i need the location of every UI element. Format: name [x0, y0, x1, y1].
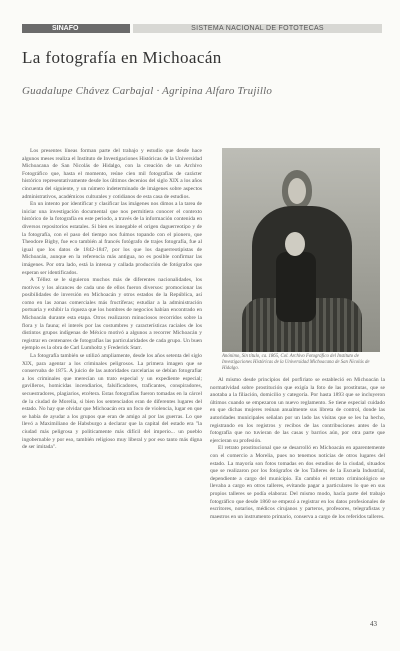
- paragraph: A Téllez se le siguieron muchos más de diferentes nacionalidades, los motivos y los alcances de cada uno de ellos fueron diversos: promocionar las posibilidades de inversión en Michoacán y otros estados de la República, así como en las zonas comerciales más fructíferas; estudiar a la administración portuaria y exhibir la riqueza que los hombres de negocios habían encontrado en Michoacán durante esta etapa. Otros realizaron minuciosos recorridos sobre la flora y la fauna; el interés por las costumbres y características raciales de los distintos grupos indígenas de México motivó a algunos a recorrer Michoacán y registrar en centenares de fotografías las particularidades de cada grupo. Un buen ejemplo es la obra de Carl Lumholtz y Frederick Starr.: [22, 277, 202, 352]
- paragraph: La fotografía también se utilizó ampliamente, desde los años setenta del siglo XIX, para agentar a los criminales peligrosos. La primera imagen que se conservaba de 1875. A juicio de las autoridades carcelarias se debían fotografiar a los criminales que merecían un trato especial y un expediente especial; gavilleros, homicidas incendiarios, falsificadores, traficantes, conspiradores, secuestradores, plagiarios, etcétera. Estas fotografías fueron tomadas en la cárcel de la ciudad de Morelia, si bien los sentenciados eran de diferentes lugares del estado. No hay que olvidar que Michoacán era un foco de violencia, lugar en que se había de ayudar a los grupos que eran de amigo al por las guerras. Lo que llevó a Maximiliano de Habsburgo a declarar que la capital del estado era "la ciudad más peligrosa y políticamente más difícil del imperio... un pueblo ingobernable y por eso, también religioso muy liberal y por eso tanto más digna de ser imitada".: [22, 353, 202, 451]
- photo-woman-face: [288, 178, 306, 204]
- header-system-name: SISTEMA NACIONAL DE FOTOTECAS: [133, 24, 382, 33]
- left-column: [22, 148, 202, 452]
- article-authors: Guadalupe Chávez Carbajal · Agripina Alfaro Trujillo: [22, 85, 273, 97]
- paragraph: El retrato prostitucional que se desarrolló en Michoacán en aparentemente con el comercio a Morelia, pues no tenemos noticias de otros lugares del estado. La mayoría son fotos tomadas en dos estudios de la ciudad, situados que se realizaron por los fotógrafos de los Talleres de la Escuela Industrial, dependiente a cargo del municipio. En cambio el retrato criminológico se llevaba a cargo en otros talleres, evitando pagar a particulares lo que en sus propios talleres se podía elaborar. Del mismo modo, hacía parte del trabajo fotográfico que desde 1860 se empezó a registrar en los datos profesionales de escritores, notarios, médicos cirujanos y parteros, profesores, telegrafistas y maestros en un instrumento primario, conserva a cargo de los referidos talleres.: [210, 445, 385, 520]
- page-number: 43: [370, 620, 377, 628]
- right-column: [210, 377, 385, 521]
- photo-child-body: [276, 252, 316, 322]
- header-sinafo: SINAFO: [22, 24, 130, 33]
- paragraph: Los presentes líneas forman parte del trabajo y estudio que desde hace algunos meses realiza el Instituto de Investigaciones Históricas de la Universidad Michoacana de San Nicolás de Hidalgo, con la creación de un Archivo Fotográfico que, hasta el momento, reúne cien mil fotografías de carácter histórico representativamente desde los últimos decenios del siglo XIX a los años cincuenta del siguiente, y un número indeterminado de imágenes sobre aspectos administrativos, académicos culturales y cotidianos de esta casa de estudios.: [22, 148, 202, 200]
- photo-child-face: [285, 232, 305, 256]
- historical-photograph: [222, 148, 380, 352]
- photo-caption: Anónimo, Sin título, ca. 1865, Col. Archivo Fotográfico del Instituto de Investigaciones Históricas de la Universidad Michoacana de San Nicolás de Hidalgo.: [222, 354, 370, 371]
- section-header: [22, 24, 382, 33]
- article-title: La fotografía en Michoacán: [22, 48, 222, 67]
- paragraph: En un intento por identificar y clasificar las imágenes nos dimos a la tarea de iniciar una investigación documental que nos permitiera conocer el contexto histórico de la fotografía en este periodo, a través de la información contenida en diversos repositorios estatales. Si bien es innegable el origen daguerreotipo y de la fotografía, con el paso del tiempo nos fuimos topando con el pionero, que Theodore Bigby, fue eco también al francés fotógrafo de trajes fotografía, fue al igual que los datos de 1842-1847, por los que los daguerreotipistas de Michoacán, aunque en la referencia más antigua, no es posible confirmar las imágenes. Por otra lado, está la intensa y callada producción de fotógrafos que esperan ser identificados.: [22, 201, 202, 276]
- paragraph: Al mismo desde principios del porfiriato se estableció en Michoacán la normatividad sobre prostitución que exigía la foto de las prostitutas, que se anotaba a la filiación, domicilio y categoría. Por hasta 1893 que se incluyeron últimos cuando se empezaron un nuevo reglamento. Se tiene especial cuidado en que dichas mujeres reúnan anualmente sus libreta de control, donde las autoridades municipales señalan por un lado las visitas que se les ha hecho, registrando en los registros y recibos de las contribuciones antes de la fotografía que no tuvieran de las casas y barrios aún, por otra parte que ejercieran su profesión.: [210, 377, 385, 444]
